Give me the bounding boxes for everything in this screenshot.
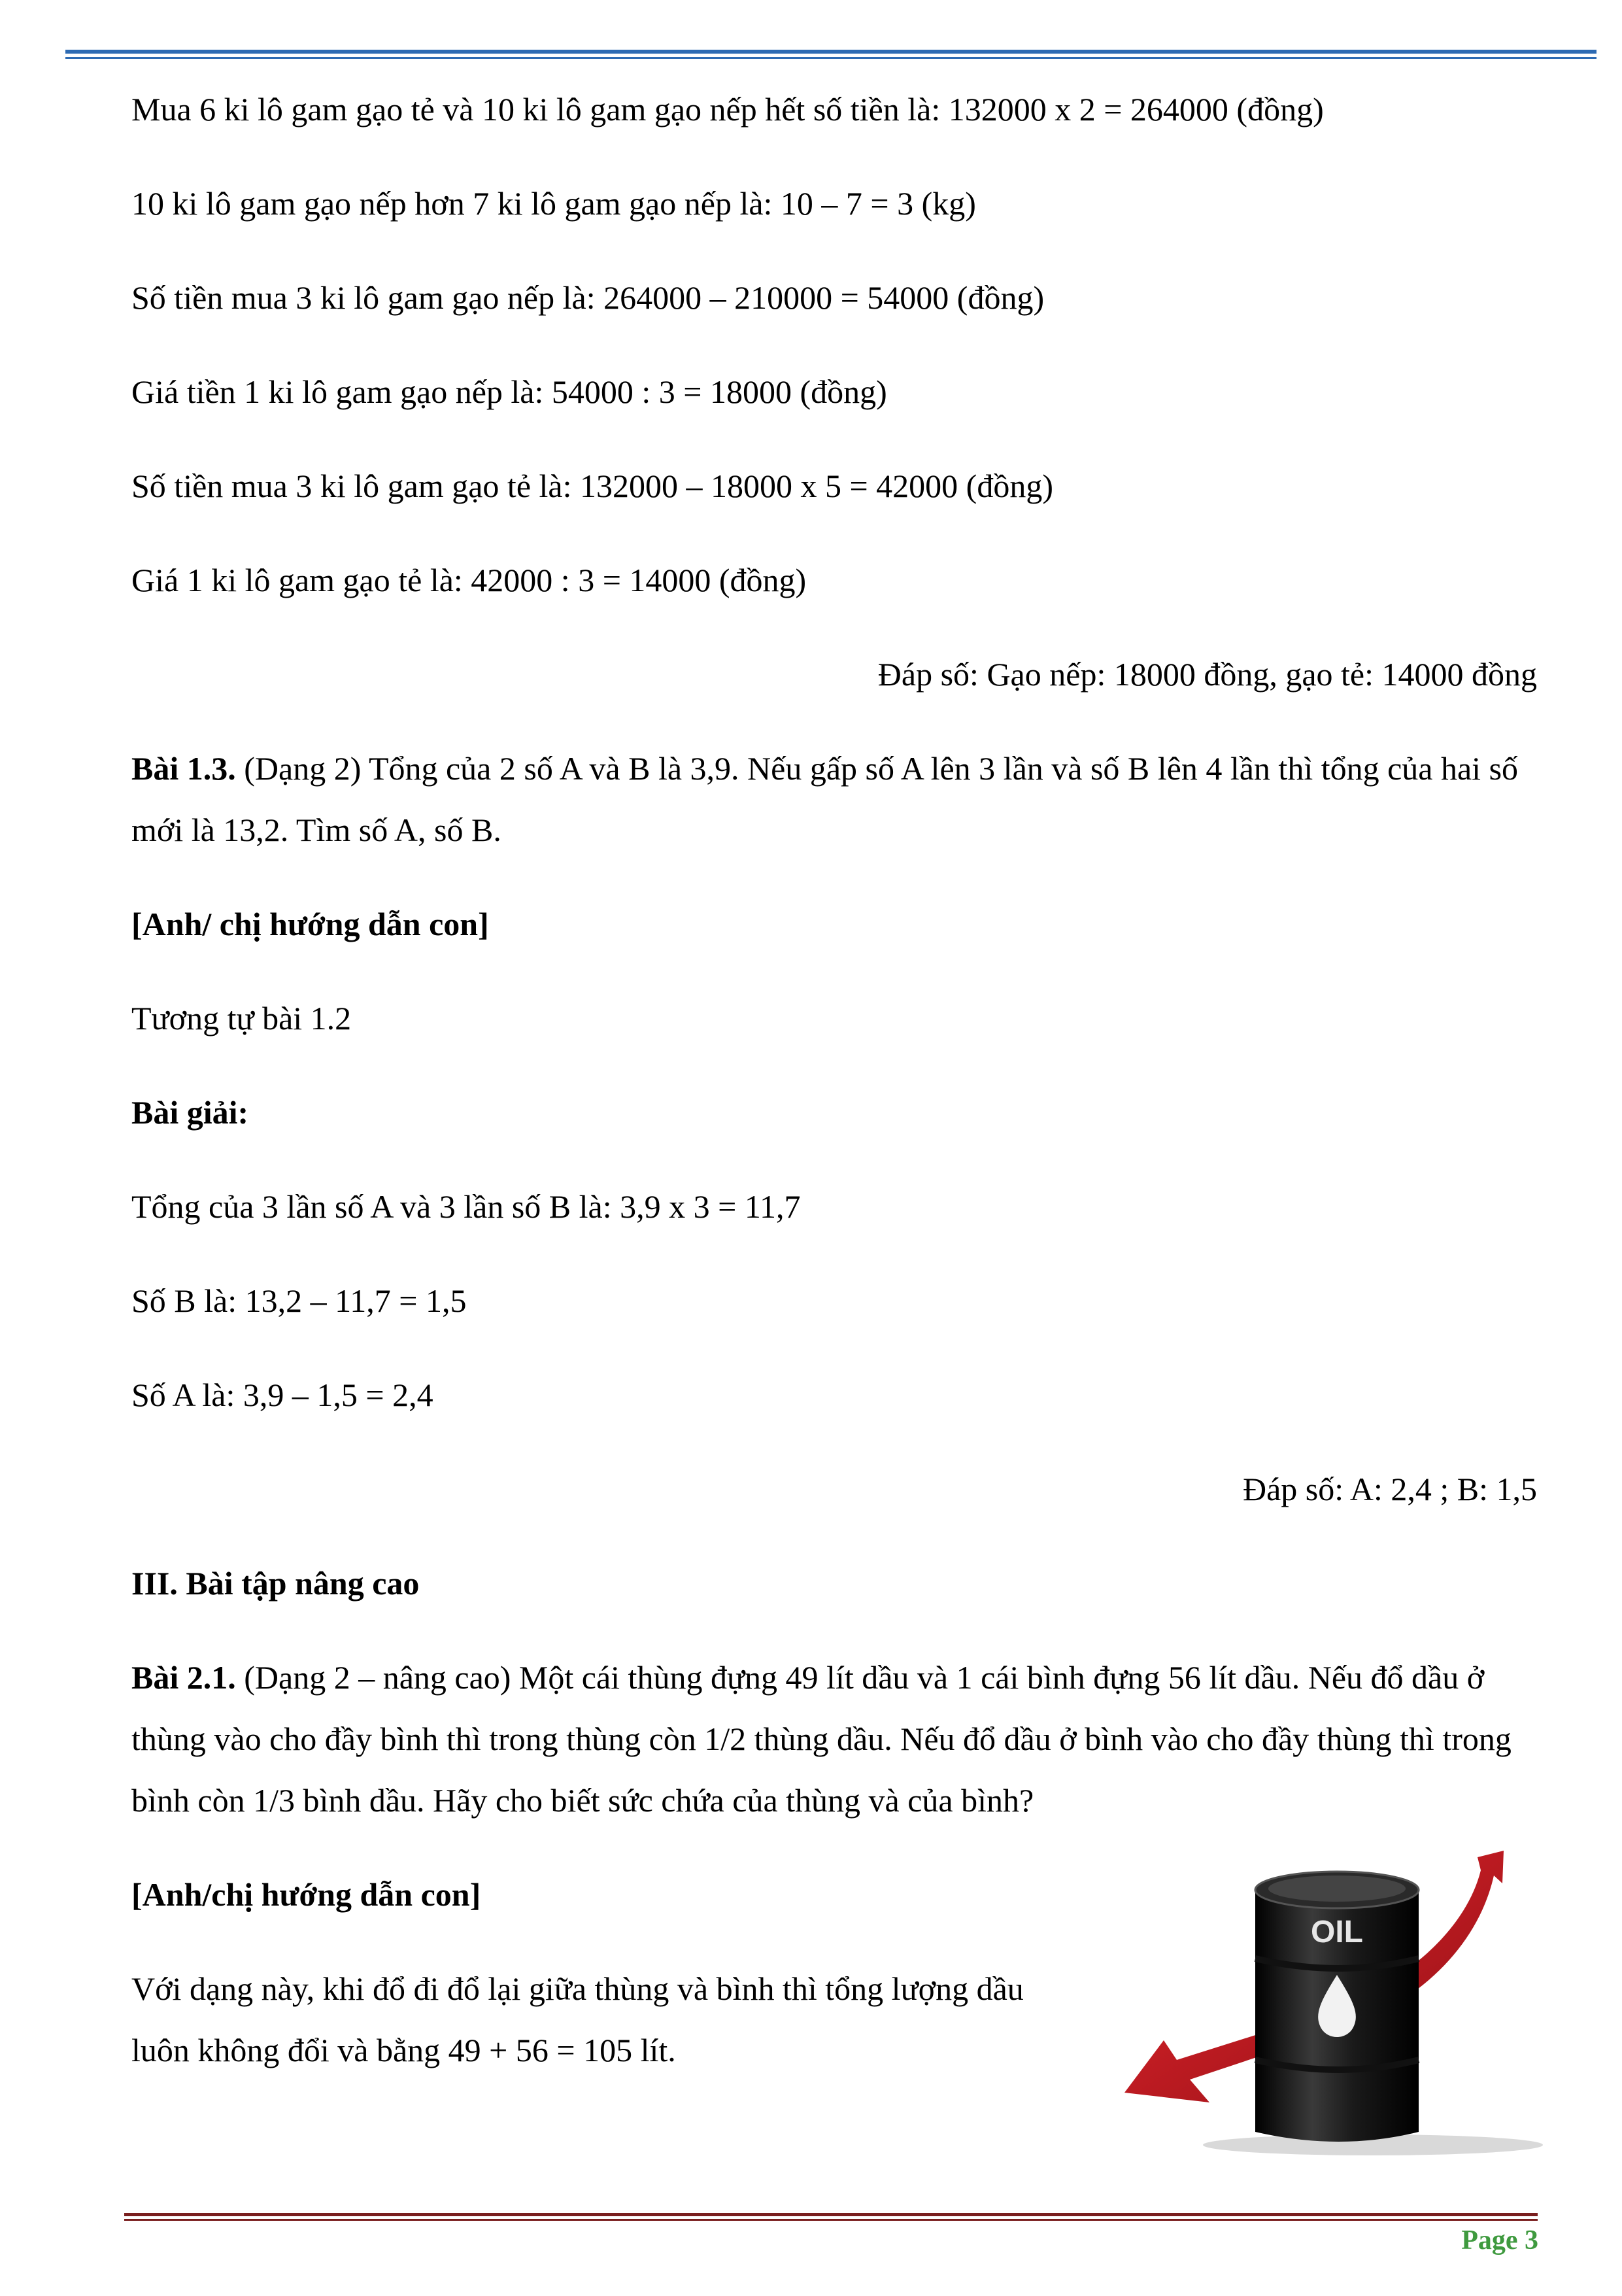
barrel-icon bbox=[1255, 1872, 1419, 2142]
exercise-text: (Dạng 2) Tổng của 2 số A và B là 3,9. Nếu gấp số A lên 3 lần và số B lên 4 lần thì tổng của hai số mới là 13,2. Tìm số A, số B. bbox=[131, 750, 1519, 848]
text-line: Giá tiền 1 ki lô gam gạo nếp là: 54000 : 3 = 18000 (đồng) bbox=[131, 373, 887, 410]
page-content bbox=[131, 78, 1537, 2081]
guide-heading: [Anh/ chị hướng dẫn con] bbox=[131, 906, 489, 942]
header-rule bbox=[65, 50, 1597, 59]
text-line: Số tiền mua 3 ki lô gam gạo nếp là: 264000 – 210000 = 54000 (đồng) bbox=[131, 279, 1045, 316]
section-title: III. Bài tập nâng cao bbox=[131, 1565, 420, 1602]
answer-line: Đáp số: A: 2,4 ; B: 1,5 bbox=[1242, 1471, 1537, 1507]
text-line: Số B là: 13,2 – 11,7 = 1,5 bbox=[131, 1282, 467, 1319]
text-line: Giá 1 ki lô gam gạo tẻ là: 42000 : 3 = 14000 (đồng) bbox=[131, 562, 807, 598]
solution-heading: Bài giải: bbox=[131, 1094, 249, 1131]
svg-text:OIL: OIL bbox=[1311, 1915, 1363, 1949]
text-line: Mua 6 ki lô gam gạo tẻ và 10 ki lô gam gạo nếp hết số tiền là: 132000 x 2 = 264000 (đồng) bbox=[131, 91, 1324, 128]
explanation-text: Với dạng này, khi đổ đi đổ lại giữa thùng và bình thì tổng lượng dầu luôn không đổi và bằng 49 + 56 = 105 lít. bbox=[131, 1970, 1024, 2068]
text-line: Tổng của 3 lần số A và 3 lần số B là: 3,9 x 3 = 11,7 bbox=[131, 1188, 801, 1225]
text-line: Tương tự bài 1.2 bbox=[131, 1000, 352, 1037]
exercise-label: Bài 1.3. bbox=[131, 750, 236, 787]
exercise-text: (Dạng 2 – nâng cao) Một cái thùng đựng 49 lít dầu và 1 cái bình đựng 56 lít dầu. Nếu đổ dầu ở thùng vào cho đầy bình thì trong thùng còn 1/2 thùng dầu. Nếu đổ dầu ở bình vào cho đầy thùng thì trong bình còn 1/3 bình dầu. Hãy cho biết sức chứa của thùng và của bình? bbox=[131, 1659, 1512, 1819]
exercise-label: Bài 2.1. bbox=[131, 1659, 236, 1696]
text-line: Số A là: 3,9 – 1,5 = 2,4 bbox=[131, 1377, 433, 1413]
exercise-1-3 bbox=[131, 738, 1537, 861]
oil-barrel-illustration bbox=[1111, 1844, 1569, 2158]
text-line: Số tiền mua 3 ki lô gam gạo tẻ là: 132000 – 18000 x 5 = 42000 (đồng) bbox=[131, 468, 1053, 504]
guide-heading: [Anh/chị hướng dẫn con] bbox=[131, 1876, 481, 1913]
text-line: 10 ki lô gam gạo nếp hơn 7 ki lô gam gạo nếp là: 10 – 7 = 3 (kg) bbox=[131, 185, 976, 222]
page-number: Page 3 bbox=[1461, 2225, 1538, 2255]
footer-rule bbox=[124, 2213, 1538, 2221]
answer-line: Đáp số: Gạo nếp: 18000 đồng, gạo tẻ: 14000 đồng bbox=[877, 656, 1537, 693]
exercise-2-1 bbox=[131, 1647, 1537, 1831]
